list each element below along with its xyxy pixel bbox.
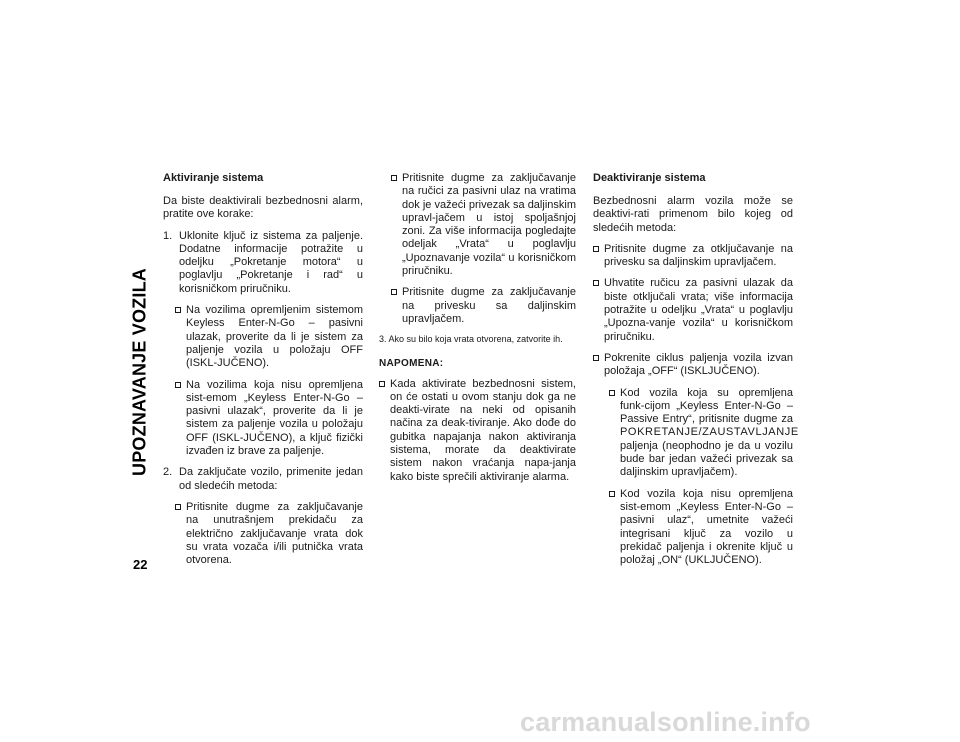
list-item-text: Na vozilima opremljenim sistemom Keyless Enter-N-Go – pasivni ulazak, proverite da li je sistem za paljenje vozila u položaju OFF (ISKL-JUČENO). — [186, 304, 363, 370]
checkbox-bullet-icon — [391, 289, 397, 295]
checkbox-bullet-icon — [175, 307, 181, 313]
checkbox-bullet-icon — [609, 491, 615, 497]
list-item — [175, 304, 363, 370]
list-item-text: Pokrenite ciklus paljenja vozila izvan položaja „OFF“ (ISKLJUČENO). — [604, 351, 793, 378]
note-title: NAPOMENA: — [379, 358, 444, 370]
numbered-step-3: 3. Ako su bilo koja vrata otvorena, zatvorite ih. — [379, 334, 563, 345]
note-item — [379, 378, 576, 484]
intro-paragraph: Bezbednosni alarm vozila može se deaktivi-rati primenom bilo kojeg od sledećih metoda: — [593, 195, 793, 234]
list-item — [593, 277, 793, 343]
list-item — [593, 352, 793, 379]
section-title-text: UPOZNAVANJE VOZILA — [129, 268, 150, 476]
intro-paragraph: Da biste deaktivirali bezbednosni alarm, pratite ove korake: — [163, 195, 363, 221]
note-text: Kada aktivirate bezbednosni sistem, on će ostati u ovom stanju dok ga ne deakti-virate na neki od opisanih načina za deak-tiviranje. Ako dođe do gubitka napajanja nakon aktiviranja sistema, morate da deaktivirate sistem nakon vraćanja napa-janja kako biste sprečili aktiviranje alarma. — [390, 377, 576, 483]
column-right — [593, 172, 799, 575]
list-item — [391, 172, 576, 278]
page-number: 22 — [133, 557, 148, 572]
list-item — [391, 286, 576, 326]
list-item-text: Pritisnite dugme za zaključavanje na ručici za pasivni ulaz na vratima dok je važeći privezak sa daljinskim upravl-jačem u istoj spoljašnjoj zoni. Za više informacija pogledajte odeljak „Vrata“ u poglavlju „Upoznavanje vozila“ u korisničkom priručniku. — [402, 172, 576, 278]
list-item-text: Uhvatite ručicu za pasivni ulazak da biste otključali vrata; više informacija potražite u odeljku „Vrata“ u poglavlju „Upozna-vanje vozila“ u korisničkom priručniku. — [604, 277, 793, 343]
list-item-text: Pritisnite dugme za zaključavanje na unutrašnjem prekidaču za električno zaključavanje vrata dok su vrata vozača i/ili putnička vrata otvorena. — [186, 500, 363, 567]
list-item — [609, 488, 793, 568]
start-stop-caps-text: POKRETANJE/ZAUSTAVLJANJE — [620, 426, 799, 439]
list-item — [175, 501, 363, 567]
list-item — [609, 386, 799, 480]
heading-activation: Aktiviranje sistema — [163, 172, 264, 184]
step-text: Uklonite ključ iz sistema za paljenje. Dodatne informacije potražite u odeljku „Pokretanje motora“ u poglavlju „Pokretanje i rad“ u korisničkom priručniku. — [179, 229, 363, 295]
checkbox-bullet-icon — [391, 175, 397, 181]
list-item — [175, 379, 363, 459]
list-item-text: Pritisnite dugme za otključavanje na privesku sa daljinskim upravljačem. — [604, 242, 793, 269]
watermark: carmanualsonline.info — [520, 707, 811, 737]
checkbox-bullet-icon — [175, 382, 181, 388]
checkbox-bullet-icon — [175, 504, 181, 510]
step-number: 2. — [163, 466, 173, 479]
checkbox-bullet-icon — [609, 390, 615, 396]
list-item-text: paljenja (neophodno je da u vozilu bude bar jedan važeći privezak sa daljinskim upravljačem). — [620, 439, 793, 479]
checkbox-bullet-icon — [593, 355, 599, 361]
list-item-text: Pritisnite dugme za zaključavanje na privesku sa daljinskim upravljačem. — [402, 286, 576, 325]
numbered-step-2 — [163, 466, 363, 493]
list-item-text: Kod vozila koja nisu opremljena sist-emom „Keyless Enter-N-Go – pasivni ulaz“, umetnite važeći integrisani ključ za vozilo u prekidač paljenja i okrenite ključ u položaj „ON“ (UKLJUČENO). — [620, 487, 793, 567]
checkbox-bullet-icon — [593, 246, 599, 252]
checkbox-bullet-icon — [379, 381, 385, 387]
step-number: 1. — [163, 229, 173, 242]
list-item — [593, 243, 793, 270]
step-text: Da zaključate vozilo, primenite jedan od sledećih metoda: — [179, 466, 363, 492]
heading-deactivation: Deaktiviranje sistema — [593, 172, 706, 184]
checkbox-bullet-icon — [593, 280, 599, 286]
list-item-text: Na vozilima koja nisu opremljena sist-emom „Keyless Enter-N-Go – pasivni ulazak“, proverite da li je sistem za paljenje vozila u položaju OFF (ISKL-JUČENO), a ključ fizički izvađen iz brave za paljenje. — [186, 378, 363, 458]
numbered-step-1 — [163, 230, 363, 296]
column-middle — [379, 172, 576, 492]
list-item-text: Kod vozila koja su opremljena funk-cijom „Keyless Enter-N-Go – Passive Entry“, pritisnite dugme za — [620, 386, 793, 426]
column-left — [163, 172, 363, 575]
